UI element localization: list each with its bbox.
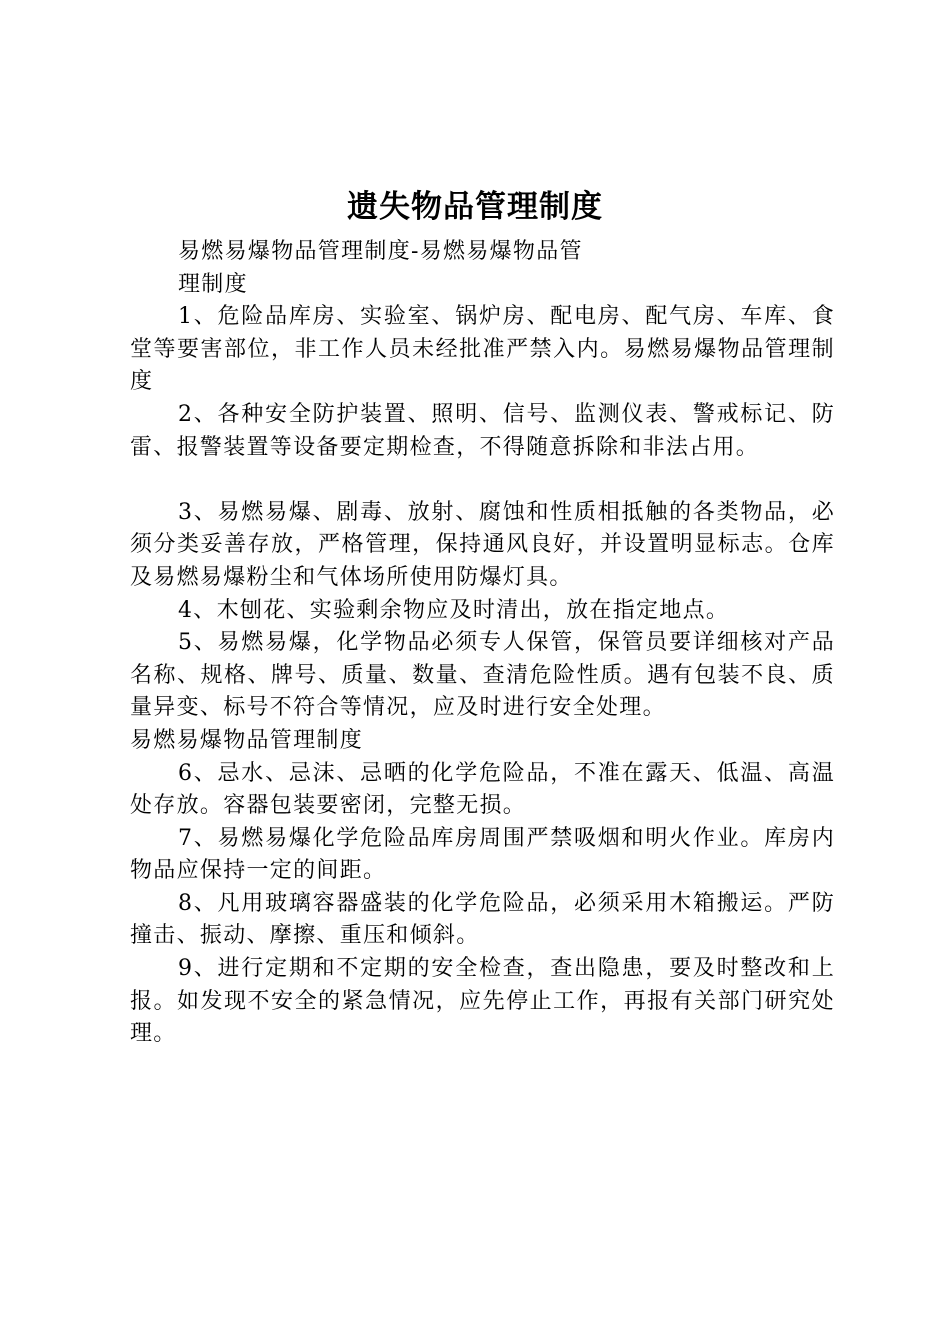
rule-item-3: 3、易燃易爆、剧毒、放射、腐蚀和性质相抵触的各类物品，必须分类妥善存放，严格管理，保持通风良好，并设置明显标志。仓库及易燃易爆粉尘和气体场所使用防爆灯具。 (130, 499, 835, 590)
rule-item-5: 5、易燃易爆，化学物品必须专人保管，保管员要详细核对产品名称、规格、牌号、质量、数量、查清危险性质。遇有包装不良、质量异变、标号不符合等情况，应及时进行安全处理。 (130, 630, 835, 721)
document-body (130, 236, 835, 1051)
rule-item-8: 8、凡用玻璃容器盛装的化学危险品，必须采用木箱搬运。严防撞击、振动、摩擦、重压和倾斜。 (130, 890, 835, 949)
rule-item-2: 2、各种安全防护装置、照明、信号、监测仪表、警戒标记、防雷、报警装置等设备要定期检查，不得随意拆除和非法占用。 (130, 401, 835, 460)
rule-item-1: 1、危险品库房、实验室、锅炉房、配电房、配气房、车库、食堂等要害部位，非工作人员未经批准严禁入内。易燃易爆物品管理制度 (130, 304, 835, 395)
rule-item-9: 9、进行定期和不定期的安全检查，查出隐患，要及时整改和上报。如发现不安全的紧急情况，应先停止工作，再报有关部门研究处理。 (130, 956, 835, 1047)
rule-item-7: 7、易燃易爆化学危险品库房周围严禁吸烟和明火作业。库房内物品应保持一定的间距。 (130, 825, 835, 884)
paragraph-gap (130, 464, 835, 497)
rule-item-4: 4、木刨花、实验剩余物应及时清出，放在指定地点。 (178, 597, 730, 623)
document-subtitle: 易燃易爆物品管理制度-易燃易爆物品管理制度 (178, 239, 583, 297)
document-title: 遗失物品管理制度 (347, 189, 603, 225)
rule-item-6: 6、忌水、忌沫、忌晒的化学危险品，不准在露天、低温、高温处存放。容器包装要密闭，完整无损。 (130, 760, 835, 819)
rule-item-5-tail: 易燃易爆物品管理制度 (130, 727, 364, 753)
